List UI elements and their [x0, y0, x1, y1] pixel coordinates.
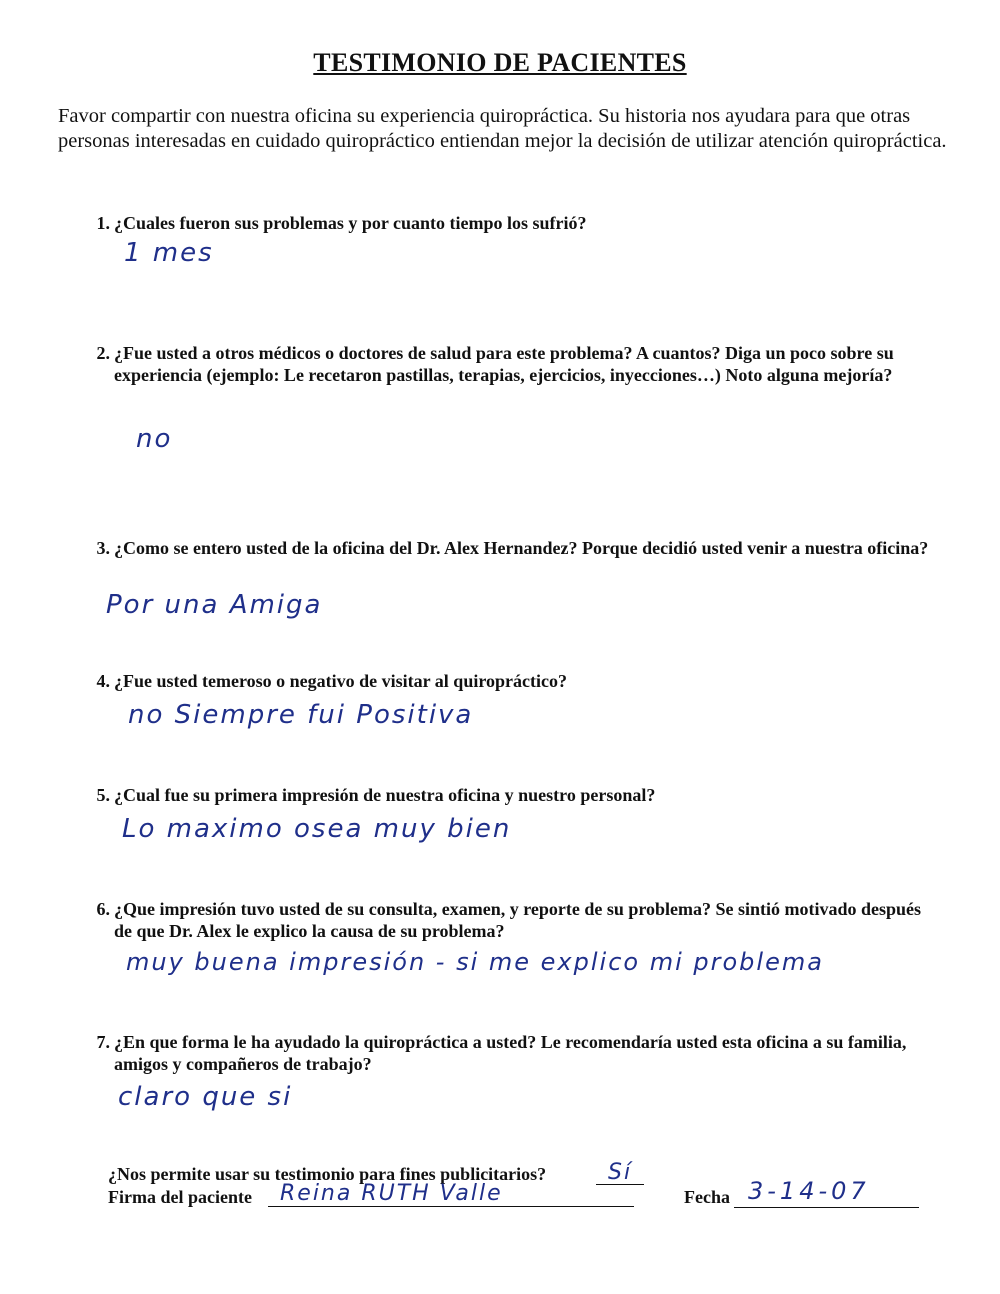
answer-6: muy buena impresión - si me explico mi problema [126, 948, 824, 976]
question-number: 4. [96, 671, 110, 691]
date-blank [734, 1207, 919, 1208]
question-5 [78, 784, 938, 806]
question-number: 5. [96, 785, 110, 805]
date-label: Fecha [684, 1187, 730, 1207]
answer-7: claro que si [118, 1082, 293, 1112]
question-number: 2. [96, 343, 110, 363]
question-number: 7. [96, 1032, 110, 1052]
question-2 [78, 342, 938, 386]
permission-label: ¿Nos permite usar su testimonio para fines publicitarios? [108, 1164, 547, 1184]
signature-label: Firma del paciente [108, 1187, 252, 1207]
question-4 [78, 670, 938, 692]
question-3 [78, 537, 938, 559]
question-6 [78, 898, 938, 942]
signature-blank [268, 1206, 634, 1207]
signature-value: Reina RUTH Valle [280, 1181, 503, 1206]
answer-3: Por una Amiga [106, 590, 323, 620]
question-text: ¿Fue usted temeroso o negativo de visitar al quiropráctico? [114, 671, 567, 691]
question-number: 6. [96, 899, 110, 919]
question-7 [78, 1031, 938, 1075]
date-value: 3-14-07 [748, 1177, 870, 1205]
question-number: 1. [96, 213, 110, 233]
question-text: ¿Cual fue su primera impresión de nuestra oficina y nuestro personal? [114, 785, 656, 805]
question-text: ¿Que impresión tuvo usted de su consulta, examen, y reporte de su problema? Se sintió motivado después de que Dr. Alex le explico la causa de su problema? [114, 899, 922, 941]
answer-2: no [136, 424, 173, 454]
page-title: TESTIMONIO DE PACIENTES [313, 48, 687, 77]
question-number: 3. [96, 538, 110, 558]
permission-answer: Sí [608, 1160, 633, 1185]
question-text: ¿Como se entero usted de la oficina del Dr. Alex Hernandez? Porque decidió usted venir a nuestra oficina? [114, 538, 929, 558]
question-text: ¿Fue usted a otros médicos o doctores de salud para este problema? A cuantos? Diga un poco sobre su experiencia (ejemplo: Le recetaron pastillas, terapias, ejercicios, inyecciones…) Noto alguna mejoría? [114, 343, 894, 385]
answer-4: no Siempre fui Positiva [128, 700, 474, 730]
intro-paragraph: Favor compartir con nuestra oficina su experiencia quiropráctica. Su historia nos ayudara para que otras personas interesadas en cuidado quiropráctico entiendan mejor la decisión de utilizar atención quiropráctica. [58, 105, 947, 152]
question-text: ¿En que forma le ha ayudado la quiropráctica a usted? Le recomendaría usted esta oficina a su familia, amigos y compañeros de trabajo? [114, 1032, 907, 1074]
question-text: ¿Cuales fueron sus problemas y por cuanto tiempo los sufrió? [114, 213, 587, 233]
question-1 [78, 212, 938, 234]
answer-1: 1 mes [124, 238, 214, 268]
answer-5: Lo maximo osea muy bien [122, 814, 512, 844]
